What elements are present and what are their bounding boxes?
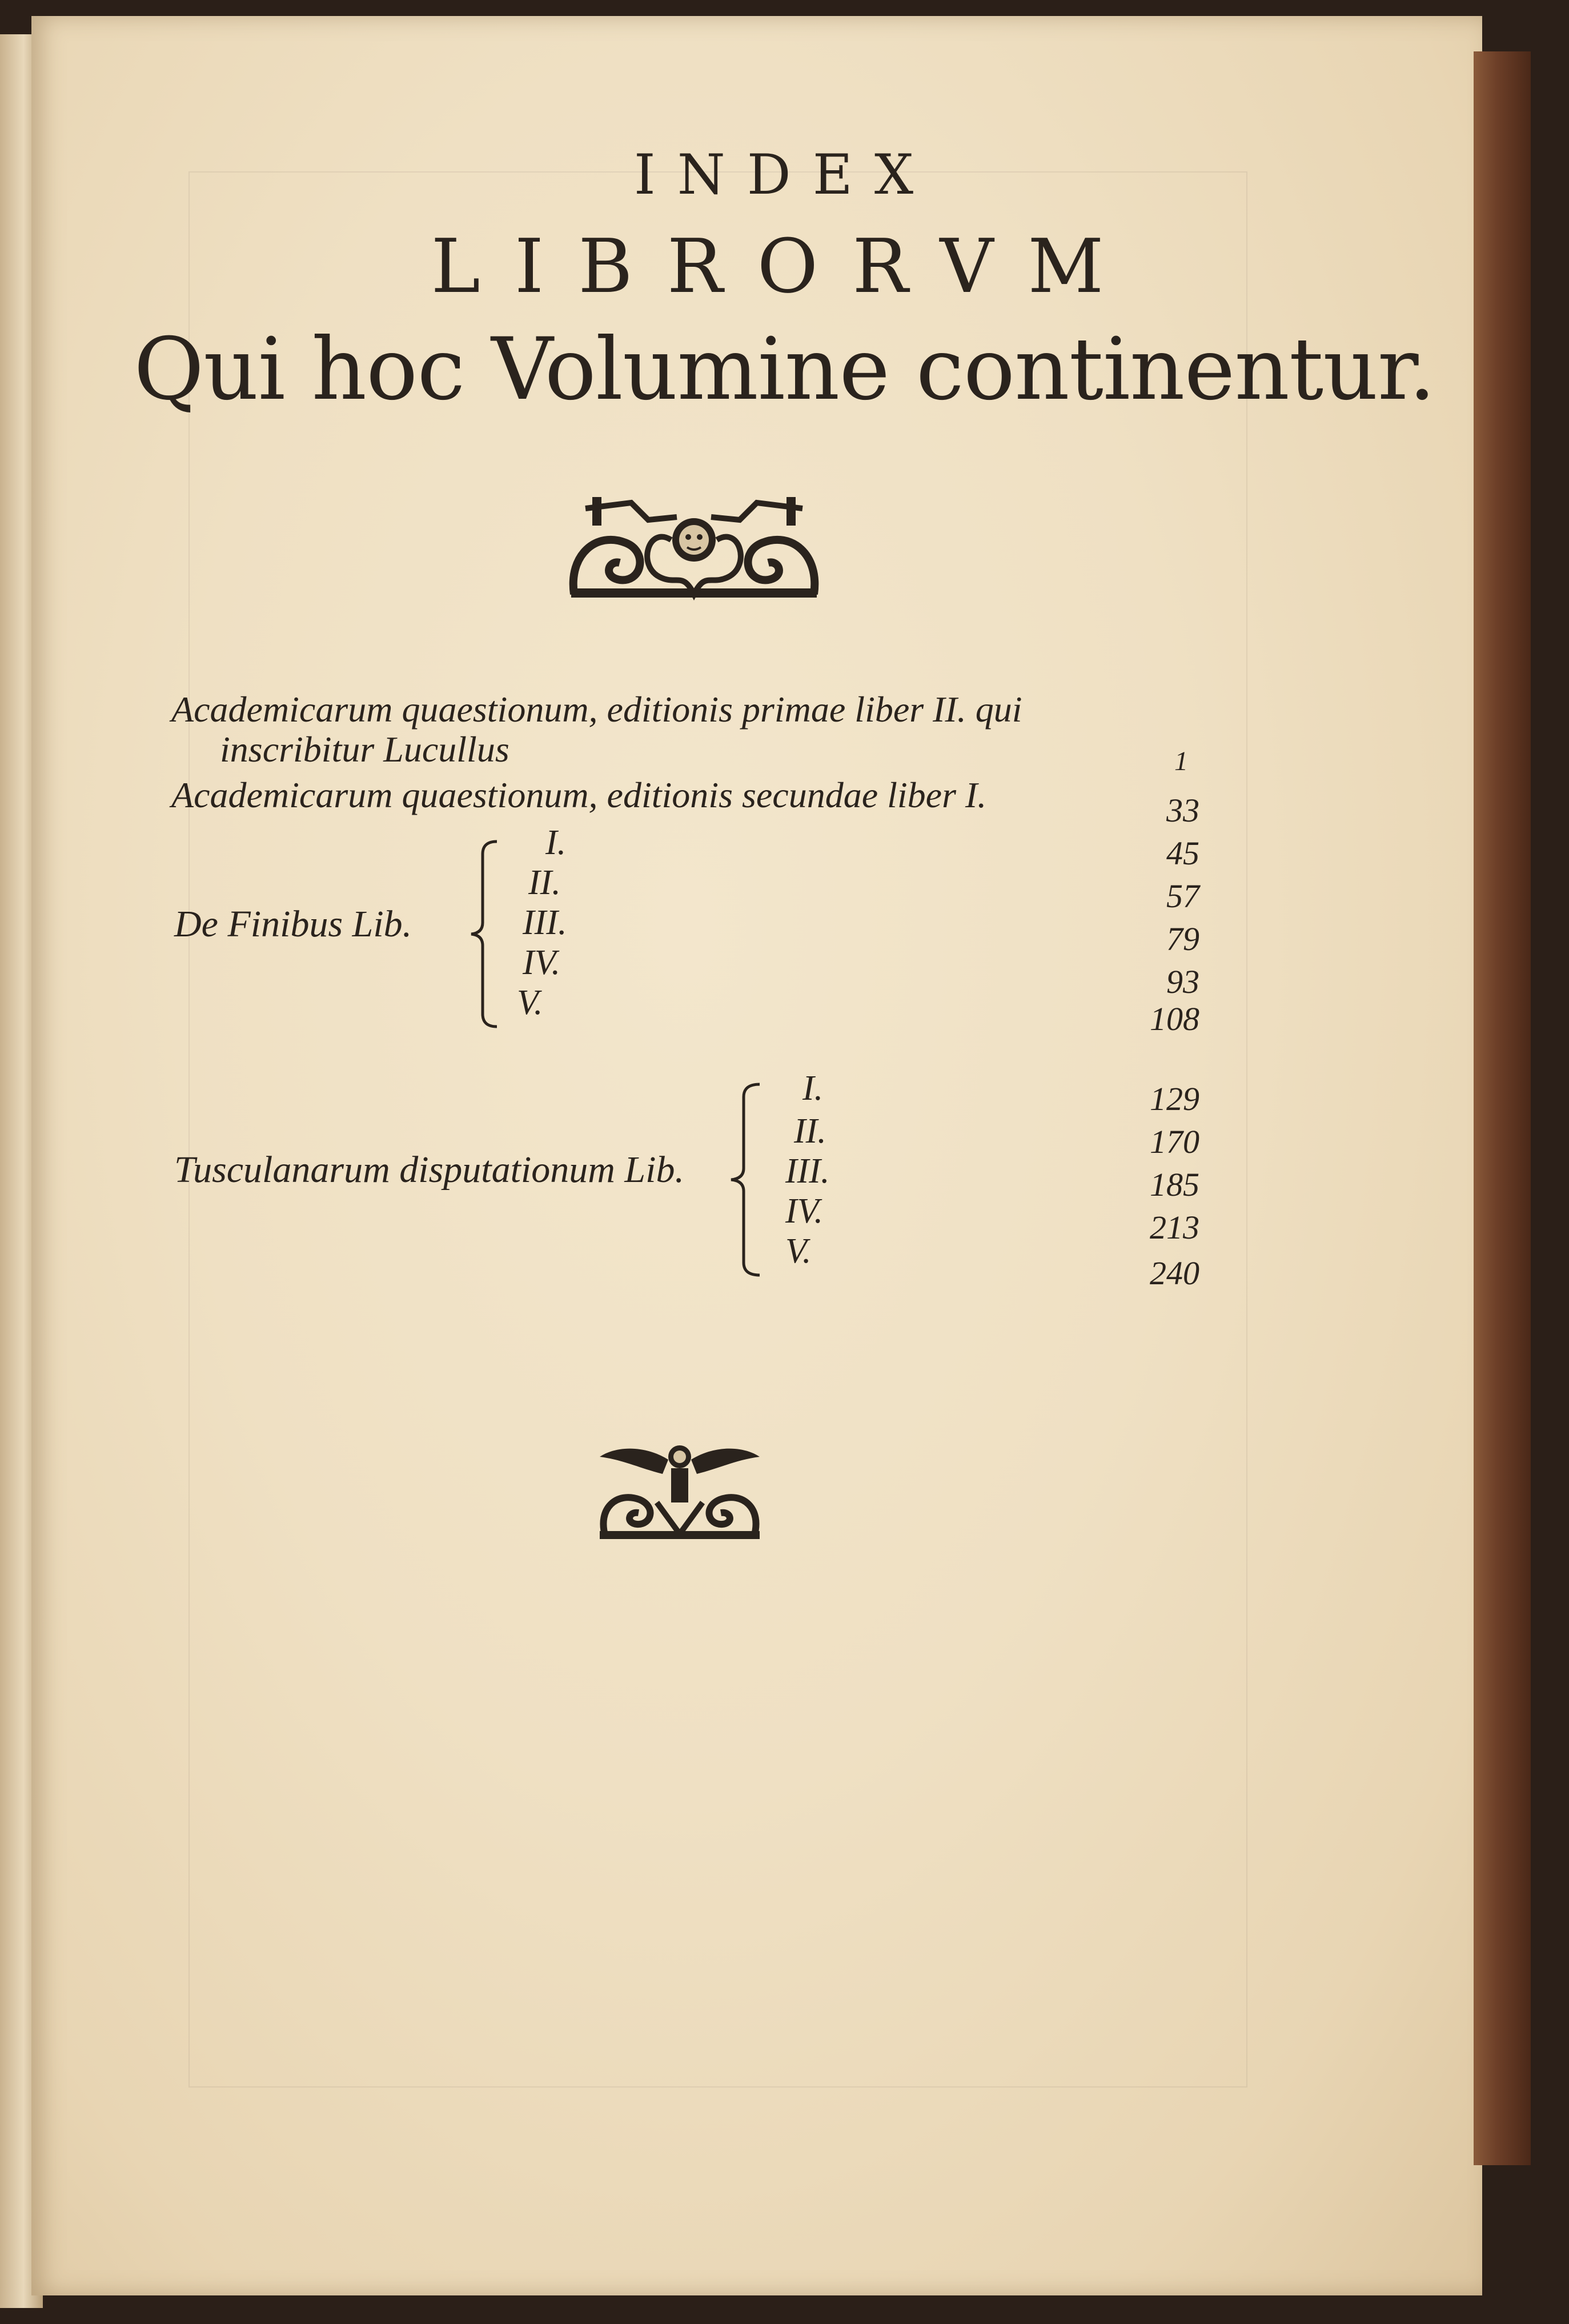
brace-de-finibus [466,837,505,1031]
cherub-headpiece-ornament [563,486,825,606]
entry-2-line-1: Academicarum quaestionum, editionis secundae liber I. [171,775,987,815]
de-finibus-book-4: IV. [523,943,561,982]
de-finibus-page-4: 93 [1166,963,1199,1000]
heading-subtitle: Qui hoc Volumine continentur. [134,320,1435,419]
tusculanarum-page-2: 170 [1150,1123,1199,1160]
heading-librorum: LIBRORVM [431,223,1138,310]
heading-index: INDEX [633,143,936,207]
winged-figure-tailpiece-ornament [594,1440,765,1542]
de-finibus-book-2: II. [528,863,561,902]
tusculanarum-book-4: IV. [785,1192,824,1231]
de-finibus-book-3: III. [523,903,567,942]
tusculanarum-page-3: 185 [1150,1166,1199,1203]
tusculanarum-book-2: II. [794,1112,826,1151]
de-finibus-page-2: 57 [1166,877,1199,915]
group-de-finibus-label: De Finibus Lib. [174,903,412,945]
tusculanarum-book-1: I. [802,1069,824,1108]
tusculanarum-page-5: 240 [1150,1255,1199,1292]
de-finibus-book-5: V. [517,983,543,1022]
de-finibus-page-3: 79 [1166,920,1199,957]
entry-1-page: 1 [1174,746,1188,776]
tusculanarum-page-1: 129 [1150,1080,1199,1117]
tusculanarum-page-4: 213 [1150,1209,1199,1246]
brace-tusculanarum [725,1080,765,1280]
group-tusculanarum-label: Tusculanarum disputationum Lib. [174,1149,684,1191]
bleed-through-frame [188,171,1247,2087]
tusculanarum-book-3: III. [785,1152,830,1191]
entry-2-page: 33 [1166,792,1199,829]
de-finibus-book-1: I. [545,823,567,862]
de-finibus-page-1: 45 [1166,835,1199,872]
entry-1-line-1: Academicarum quaestionum, editionis primae liber II. qui [171,689,1022,730]
entry-1-line-2: inscribitur Lucullus [220,729,509,770]
de-finibus-page-5: 108 [1150,1000,1199,1037]
tusculanarum-book-5: V. [785,1232,812,1271]
